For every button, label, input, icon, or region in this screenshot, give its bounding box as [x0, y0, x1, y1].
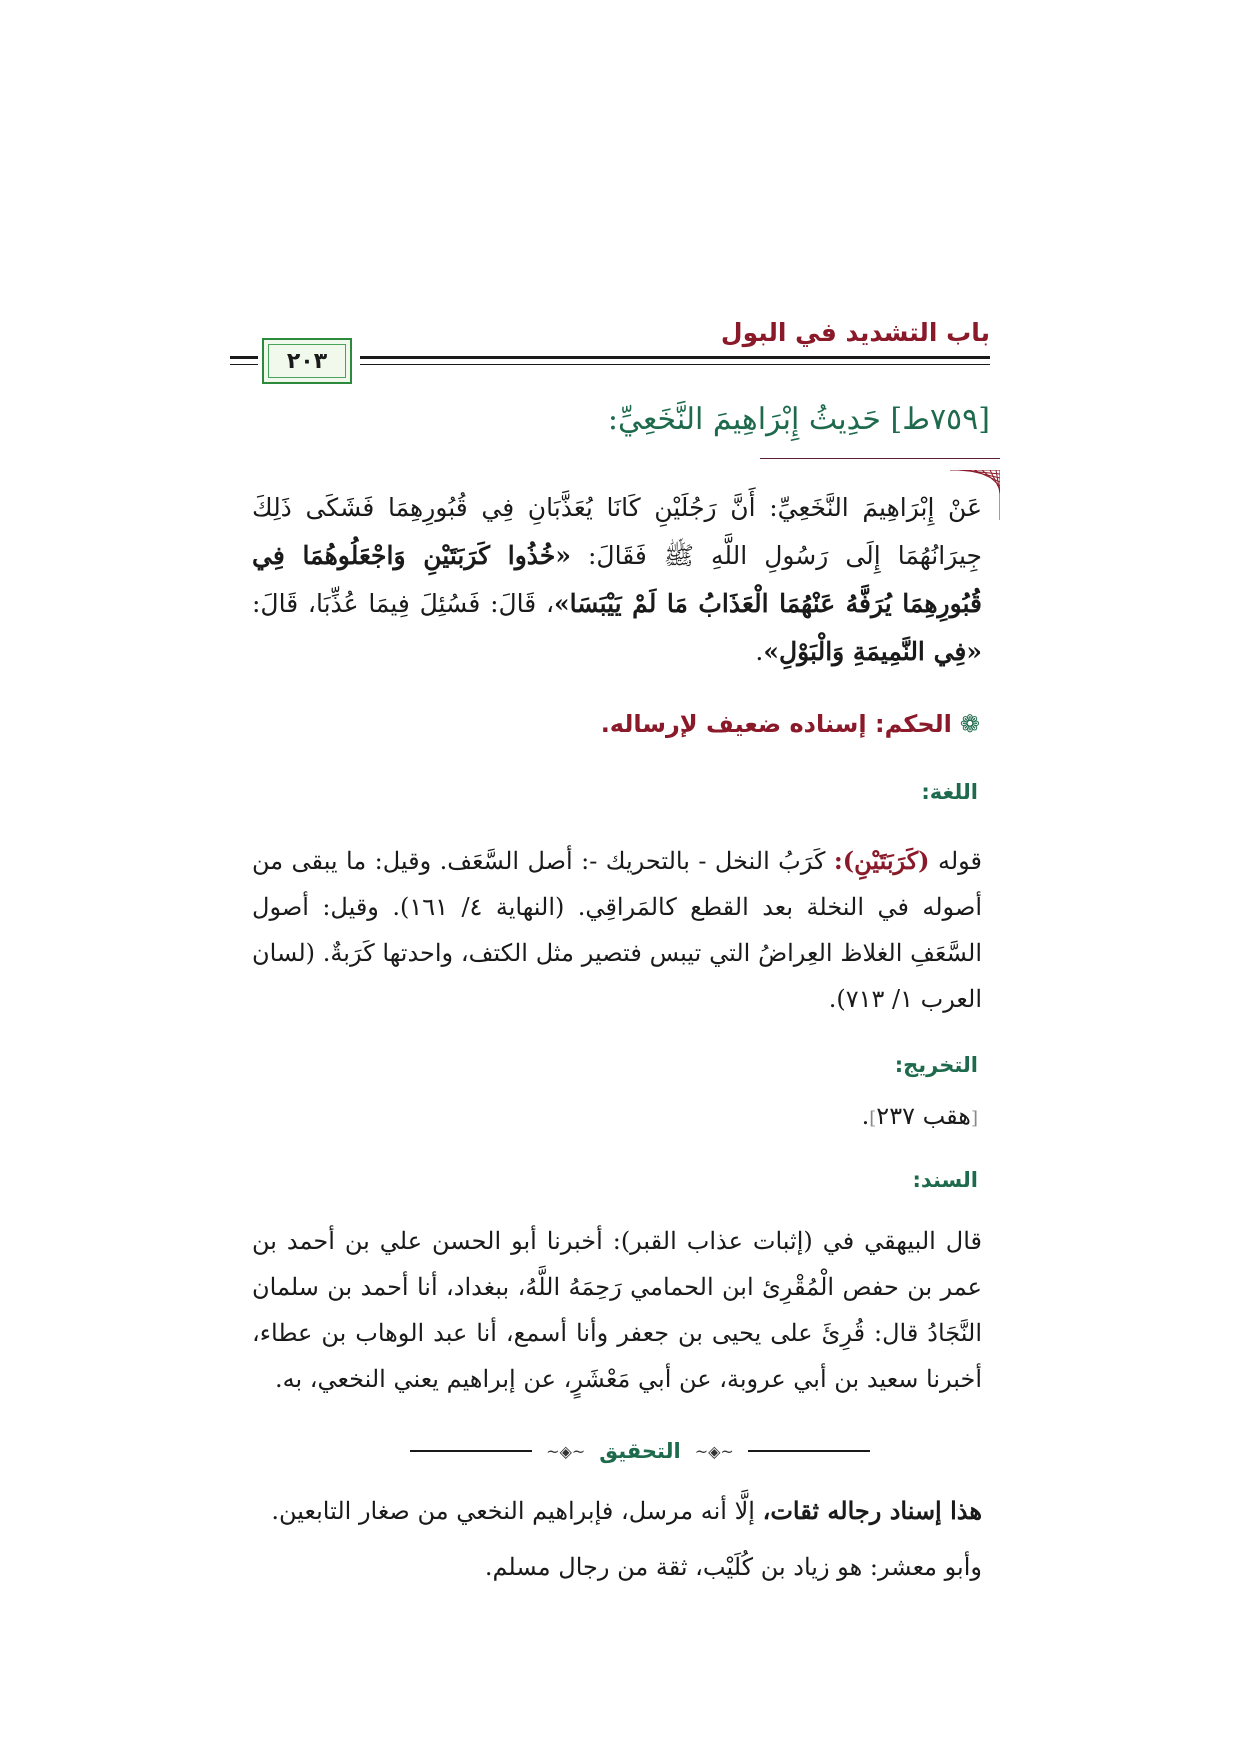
page-number-frame	[262, 338, 352, 384]
matn-middle: ، قَالَ: فَسُئِلَ فِيمَا عُذِّبَا، قَالَ:	[252, 589, 555, 618]
tahqiq-bold: هذا إسناد رجاله ثقات،	[762, 1496, 982, 1525]
lugha-text: كَرَبُ النخل - بالتحريك -: أصل السَّعَف. وقيل: ما يبقى من أصوله في النخلة بعد القطع كالمَراقِي. (النهاية ٤/ ١٦١). وقيل: أصول السَّعَفِ الغلاظ العِراضُ التي تيبس فتصير مثل الكتف، واحدتها كَرَبةٌ. (لسان العرب ١/ ٧١٣).	[252, 847, 983, 1013]
matn-intro: عَنْ إِبْرَاهِيمَ النَّخَعِيِّ: أَنَّ رَجُلَيْنِ كَانَا يُعَذَّبَانِ فِي قُبُورِهِمَا فَشَكَى ذَلِكَ جِيرَانُهُمَا إِلَى رَسُولِ اللَّهِ ﷺ فَقَالَ:	[252, 493, 983, 570]
sanad-heading: السند:	[912, 1168, 978, 1192]
header-rule-right	[360, 356, 990, 359]
close-bracket: ]	[869, 1108, 877, 1129]
page-number: ٢٠٣	[286, 348, 328, 374]
separator-rule	[748, 1450, 870, 1452]
tahqiq-paragraph	[252, 1488, 982, 1590]
matn-end: .	[755, 637, 764, 666]
lugha-heading: اللغة:	[921, 780, 978, 804]
ornament-icon: ~◈~	[546, 1441, 586, 1461]
tahqiq-label: التحقيق	[599, 1439, 681, 1463]
takhrij-text: هقب ٢٣٧	[876, 1102, 971, 1130]
lugha-term: (كَرَبَتَيْنِ):	[833, 846, 930, 875]
heading-divider	[760, 458, 1000, 459]
lugha-paragraph	[252, 838, 982, 1022]
hadith-text	[252, 484, 982, 676]
ruling-text: الحكم: إسناده ضعيف لإرساله.	[600, 710, 952, 738]
ornament-icon: ~◈~	[694, 1441, 734, 1461]
tahqiq-rest: إلَّا أنه مرسل، فإبراهيم النخعي من صغار التابعين.	[271, 1497, 763, 1525]
tahqiq-separator	[410, 1436, 870, 1466]
takhrij-end: .	[861, 1102, 870, 1130]
lugha-prefix: قوله	[929, 847, 983, 875]
takhrij-heading: التخريج:	[894, 1053, 978, 1077]
matn-quote-1: «خُذُوا كَرَبَتَيْنِ وَاجْعَلُوهُمَا فِي قُبُورِهِمَا يُرَفَّهُ عَنْهُمَا الْعَذَابُ مَا لَمْ يَيْبَسَا»	[252, 541, 982, 618]
tahqiq-line-1	[252, 1488, 982, 1534]
hadith-heading: [٧٥٩ط] حَدِيثُ إِبْرَاهِيمَ النَّخَعِيِّ:	[607, 402, 990, 437]
chapter-title: باب التشديد في البول	[720, 318, 990, 347]
header-rule-left-thin	[230, 364, 258, 365]
separator-rule	[410, 1450, 532, 1452]
ruling-line	[601, 710, 980, 738]
takhrij-reference	[862, 1102, 978, 1130]
flower-ornament-icon: ❁	[959, 710, 980, 738]
header-rule-left	[230, 356, 258, 359]
matn-quote-2: «فِي النَّمِيمَةِ وَالْبَوْلِ»	[763, 637, 982, 666]
open-bracket: [	[970, 1108, 978, 1129]
tahqiq-line-2: وأبو معشر: هو زياد بن كُلَيْب، ثقة من رجال مسلم.	[484, 1553, 982, 1581]
sanad-paragraph: قال البيهقي في (إثبات عذاب القبر): أخبرنا أبو الحسن علي بن أحمد بن عمر بن حفص الْمُقْرِئ ابن الحمامي رَحِمَهُ اللَّهُ، ببغداد، أنا أحمد بن سلمان النَّجَادُ قال: قُرِئَ على يحيى بن جعفر وأنا أسمع، أنا عبد الوهاب بن عطاء، أخبرنا سعيد بن أبي عروبة، عن أبي مَعْشَرٍ، عن إبراهيم يعني النخعي، به.	[252, 1227, 982, 1393]
header-rule-right-thin	[360, 364, 990, 365]
